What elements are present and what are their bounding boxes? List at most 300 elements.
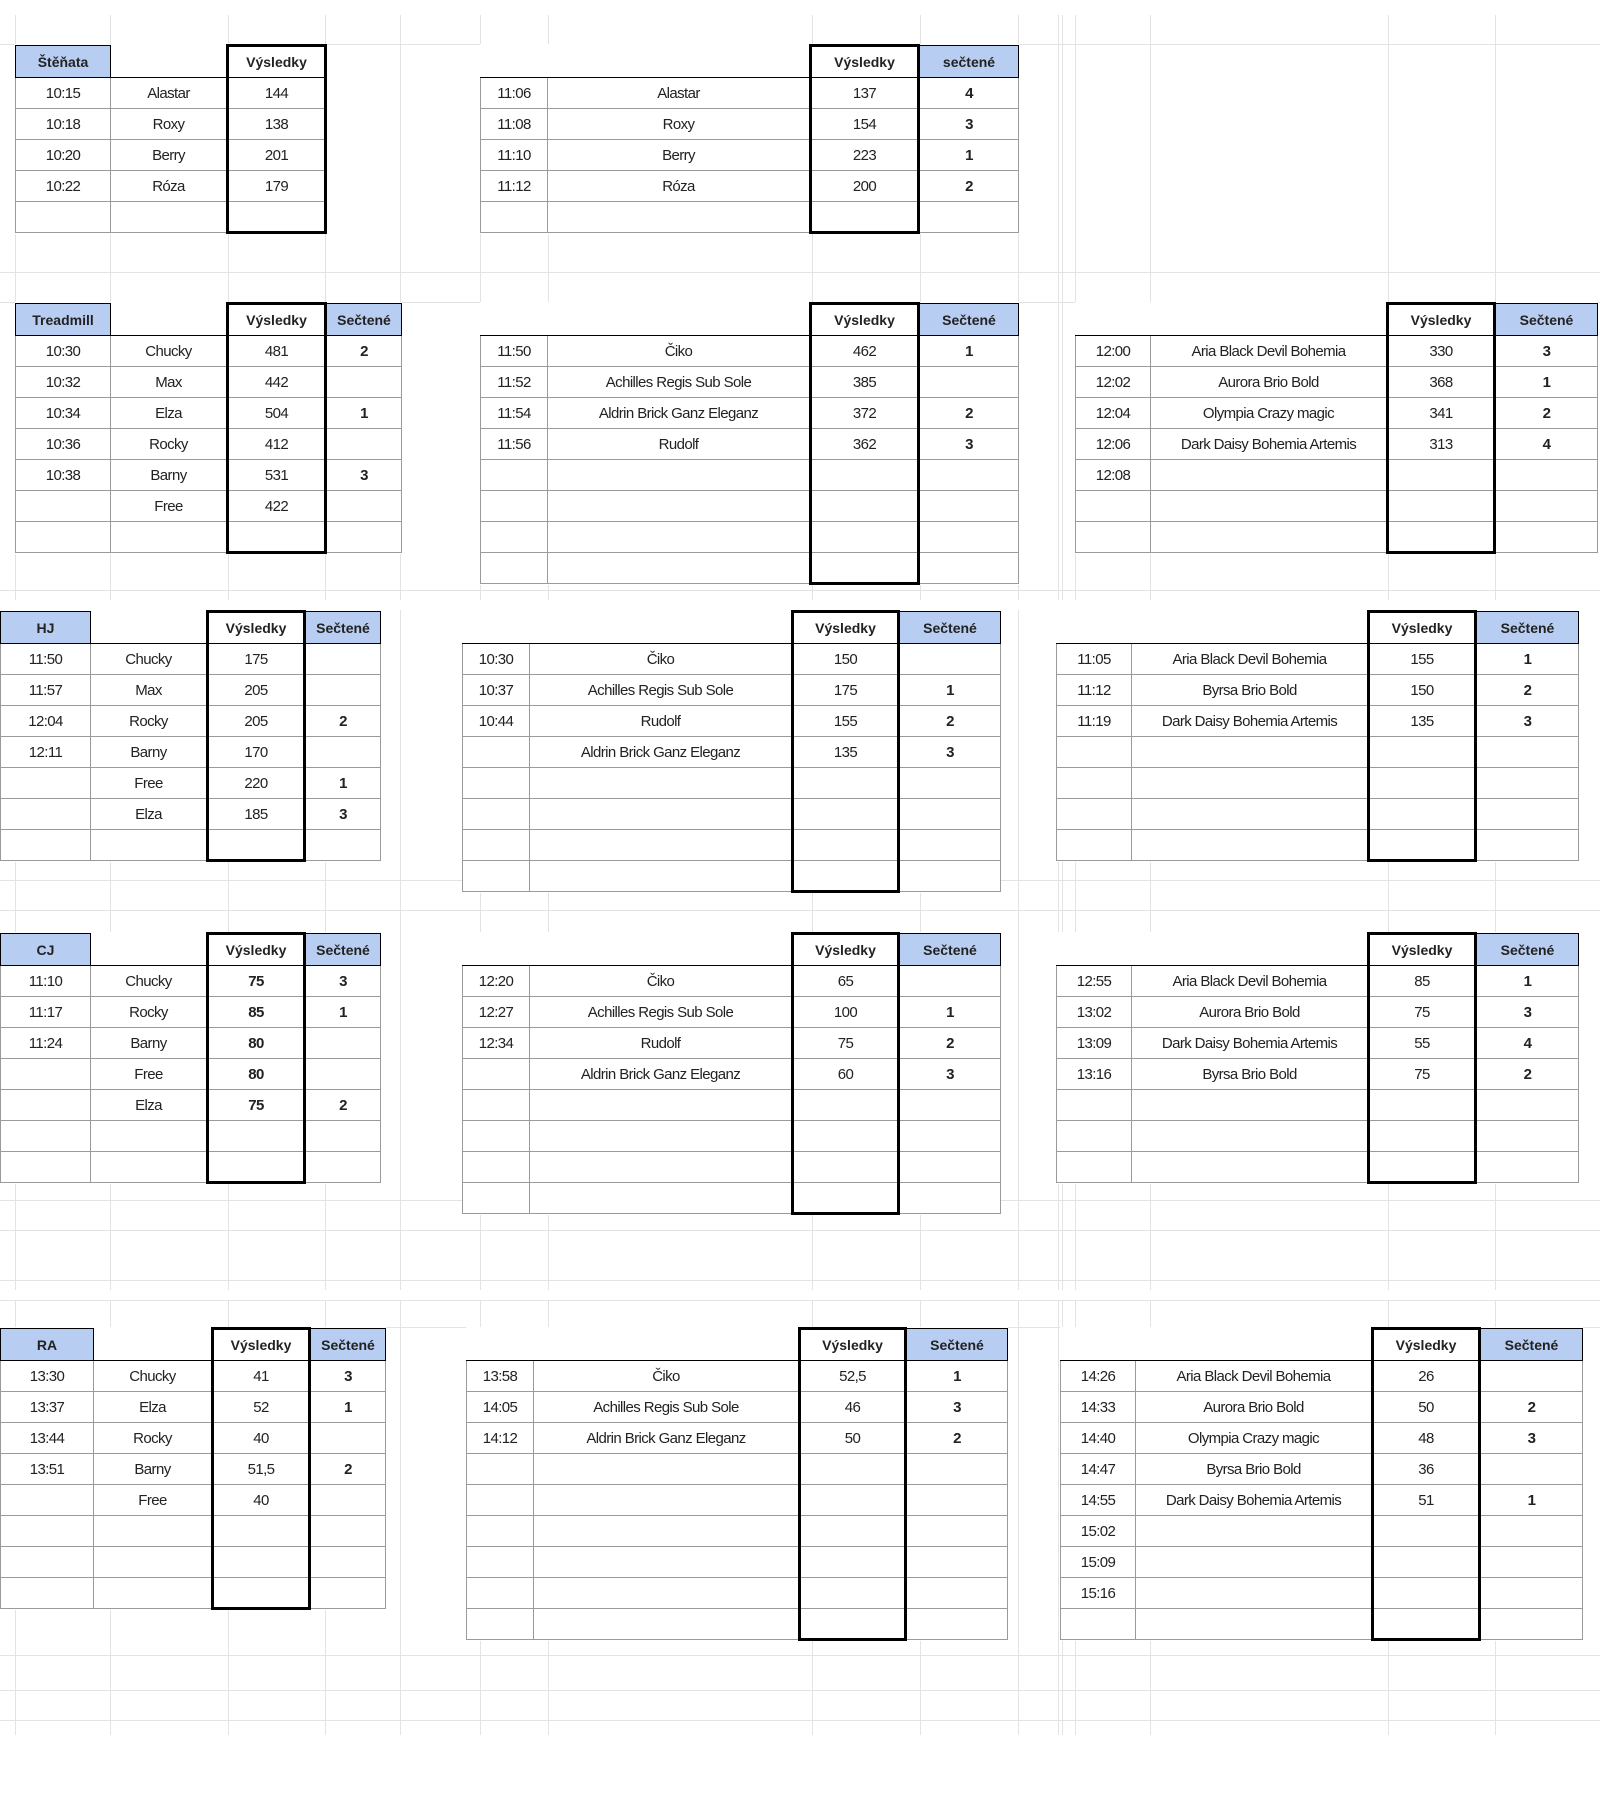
name-cell[interactable]: [94, 1516, 213, 1547]
time-cell[interactable]: 10:38: [16, 460, 111, 491]
result-cell[interactable]: [800, 1578, 906, 1609]
name-cell[interactable]: [548, 522, 811, 553]
rank-cell[interactable]: [1480, 1578, 1583, 1609]
rank-cell[interactable]: 2: [919, 398, 1019, 429]
name-cell[interactable]: [530, 1121, 793, 1152]
result-cell[interactable]: 150: [1369, 675, 1476, 706]
name-cell[interactable]: [1136, 1516, 1373, 1547]
name-cell[interactable]: Free: [94, 1485, 213, 1516]
time-cell[interactable]: [467, 1454, 534, 1485]
rank-cell[interactable]: [919, 553, 1019, 584]
rank-cell[interactable]: 1: [1495, 367, 1598, 398]
rank-cell[interactable]: 1: [919, 336, 1019, 367]
time-cell[interactable]: [1057, 1152, 1132, 1183]
result-cell[interactable]: [793, 1183, 899, 1214]
rank-cell[interactable]: [919, 460, 1019, 491]
name-cell[interactable]: Byrsa Brio Bold: [1132, 675, 1369, 706]
rank-cell[interactable]: [310, 1578, 386, 1609]
result-cell[interactable]: 385: [811, 367, 919, 398]
name-cell[interactable]: [530, 1090, 793, 1121]
result-cell[interactable]: [213, 1547, 310, 1578]
result-cell[interactable]: [1369, 1090, 1476, 1121]
time-cell[interactable]: 13:09: [1057, 1028, 1132, 1059]
result-cell[interactable]: [1388, 491, 1495, 522]
time-cell[interactable]: 11:17: [1, 997, 91, 1028]
rank-cell[interactable]: 2: [906, 1423, 1008, 1454]
name-cell[interactable]: Achilles Regis Sub Sole: [534, 1392, 800, 1423]
time-cell[interactable]: [1076, 522, 1151, 553]
result-cell[interactable]: 138: [228, 109, 326, 140]
rank-cell[interactable]: [899, 1152, 1001, 1183]
name-cell[interactable]: [111, 522, 228, 553]
rank-cell[interactable]: [906, 1485, 1008, 1516]
time-cell[interactable]: [1, 830, 91, 861]
name-cell[interactable]: [1132, 799, 1369, 830]
time-cell[interactable]: [16, 491, 111, 522]
name-cell[interactable]: Aria Black Devil Bohemia: [1151, 336, 1388, 367]
name-cell[interactable]: Rocky: [94, 1423, 213, 1454]
rank-cell[interactable]: [1480, 1547, 1583, 1578]
name-cell[interactable]: Čiko: [548, 336, 811, 367]
time-cell[interactable]: 12:06: [1076, 429, 1151, 460]
name-cell[interactable]: [548, 491, 811, 522]
rank-cell[interactable]: 2: [899, 706, 1001, 737]
name-cell[interactable]: [1132, 1152, 1369, 1183]
rank-cell[interactable]: [899, 799, 1001, 830]
name-cell[interactable]: [1136, 1609, 1373, 1640]
result-cell[interactable]: 41: [213, 1361, 310, 1392]
name-cell[interactable]: Rudolf: [530, 706, 793, 737]
rank-cell[interactable]: [899, 1183, 1001, 1214]
time-cell[interactable]: [1, 1121, 91, 1152]
time-cell[interactable]: [481, 202, 548, 233]
result-cell[interactable]: 80: [208, 1059, 305, 1090]
rank-cell[interactable]: 1: [310, 1392, 386, 1423]
time-cell[interactable]: 13:02: [1057, 997, 1132, 1028]
time-cell[interactable]: 11:56: [481, 429, 548, 460]
name-cell[interactable]: Rocky: [91, 706, 208, 737]
name-cell[interactable]: [548, 553, 811, 584]
name-cell[interactable]: Max: [111, 367, 228, 398]
result-cell[interactable]: 135: [793, 737, 899, 768]
result-cell[interactable]: [1369, 799, 1476, 830]
rank-cell[interactable]: [1480, 1454, 1583, 1485]
result-cell[interactable]: 155: [793, 706, 899, 737]
result-cell[interactable]: [1369, 830, 1476, 861]
result-cell[interactable]: 412: [228, 429, 326, 460]
result-cell[interactable]: [793, 1152, 899, 1183]
result-cell[interactable]: [793, 830, 899, 861]
name-cell[interactable]: [530, 1183, 793, 1214]
result-cell[interactable]: 26: [1373, 1361, 1480, 1392]
result-cell[interactable]: 341: [1388, 398, 1495, 429]
name-cell[interactable]: [530, 830, 793, 861]
rank-cell[interactable]: 3: [919, 109, 1019, 140]
result-cell[interactable]: 531: [228, 460, 326, 491]
rank-cell[interactable]: 3: [899, 737, 1001, 768]
time-cell[interactable]: 11:06: [481, 78, 548, 109]
time-cell[interactable]: [1, 768, 91, 799]
time-cell[interactable]: [463, 737, 530, 768]
rank-cell[interactable]: [899, 644, 1001, 675]
result-cell[interactable]: [793, 861, 899, 892]
name-cell[interactable]: Dark Daisy Bohemia Artemis: [1132, 1028, 1369, 1059]
time-cell[interactable]: 10:37: [463, 675, 530, 706]
name-cell[interactable]: [530, 768, 793, 799]
name-cell[interactable]: [1151, 522, 1388, 553]
result-cell[interactable]: 504: [228, 398, 326, 429]
rank-cell[interactable]: [305, 1028, 381, 1059]
result-cell[interactable]: 155: [1369, 644, 1476, 675]
time-cell[interactable]: 13:51: [1, 1454, 94, 1485]
rank-cell[interactable]: [305, 1121, 381, 1152]
time-cell[interactable]: [1, 1547, 94, 1578]
time-cell[interactable]: 10:36: [16, 429, 111, 460]
result-cell[interactable]: [811, 522, 919, 553]
rank-cell[interactable]: [310, 1485, 386, 1516]
name-cell[interactable]: [530, 799, 793, 830]
time-cell[interactable]: 11:08: [481, 109, 548, 140]
name-cell[interactable]: Elza: [94, 1392, 213, 1423]
rank-cell[interactable]: 3: [919, 429, 1019, 460]
result-cell[interactable]: 205: [208, 706, 305, 737]
time-cell[interactable]: [16, 522, 111, 553]
rank-cell[interactable]: [1495, 460, 1598, 491]
result-cell[interactable]: [228, 202, 326, 233]
name-cell[interactable]: Berry: [111, 140, 228, 171]
time-cell[interactable]: 12:08: [1076, 460, 1151, 491]
name-cell[interactable]: Chucky: [91, 966, 208, 997]
result-cell[interactable]: [1388, 460, 1495, 491]
rank-cell[interactable]: [305, 737, 381, 768]
name-cell[interactable]: Aurora Brio Bold: [1151, 367, 1388, 398]
name-cell[interactable]: Aria Black Devil Bohemia: [1132, 966, 1369, 997]
name-cell[interactable]: Achilles Regis Sub Sole: [530, 675, 793, 706]
result-cell[interactable]: 75: [1369, 1059, 1476, 1090]
name-cell[interactable]: Chucky: [94, 1361, 213, 1392]
result-cell[interactable]: 481: [228, 336, 326, 367]
rank-cell[interactable]: 2: [310, 1454, 386, 1485]
result-cell[interactable]: 200: [811, 171, 919, 202]
name-cell[interactable]: Olympia Crazy magic: [1151, 398, 1388, 429]
name-cell[interactable]: Barny: [111, 460, 228, 491]
rank-cell[interactable]: 3: [305, 799, 381, 830]
name-cell[interactable]: [534, 1547, 800, 1578]
name-cell[interactable]: Dark Daisy Bohemia Artemis: [1151, 429, 1388, 460]
name-cell[interactable]: Elza: [111, 398, 228, 429]
result-cell[interactable]: 175: [208, 644, 305, 675]
result-cell[interactable]: [793, 1121, 899, 1152]
result-cell[interactable]: [811, 202, 919, 233]
rank-cell[interactable]: 1: [1480, 1485, 1583, 1516]
result-cell[interactable]: 80: [208, 1028, 305, 1059]
name-cell[interactable]: Free: [91, 768, 208, 799]
rank-cell[interactable]: [305, 830, 381, 861]
time-cell[interactable]: 13:30: [1, 1361, 94, 1392]
time-cell[interactable]: [1, 1152, 91, 1183]
result-cell[interactable]: 85: [208, 997, 305, 1028]
rank-cell[interactable]: 2: [1476, 675, 1579, 706]
rank-cell[interactable]: [899, 966, 1001, 997]
time-cell[interactable]: 13:44: [1, 1423, 94, 1454]
name-cell[interactable]: [534, 1485, 800, 1516]
rank-cell[interactable]: [899, 1090, 1001, 1121]
time-cell[interactable]: [481, 491, 548, 522]
name-cell[interactable]: [111, 202, 228, 233]
result-cell[interactable]: [213, 1516, 310, 1547]
rank-cell[interactable]: [1476, 737, 1579, 768]
time-cell[interactable]: 14:40: [1061, 1423, 1136, 1454]
name-cell[interactable]: [1132, 737, 1369, 768]
time-cell[interactable]: [463, 799, 530, 830]
time-cell[interactable]: [463, 1090, 530, 1121]
rank-cell[interactable]: [310, 1516, 386, 1547]
rank-cell[interactable]: [1476, 1090, 1579, 1121]
name-cell[interactable]: Aldrin Brick Ganz Eleganz: [530, 1059, 793, 1090]
rank-cell[interactable]: [919, 522, 1019, 553]
rank-cell[interactable]: [305, 1059, 381, 1090]
rank-cell[interactable]: [310, 1547, 386, 1578]
name-cell[interactable]: [1151, 460, 1388, 491]
name-cell[interactable]: Čiko: [534, 1361, 800, 1392]
result-cell[interactable]: 362: [811, 429, 919, 460]
result-cell[interactable]: [1369, 768, 1476, 799]
name-cell[interactable]: [530, 861, 793, 892]
result-cell[interactable]: 75: [1369, 997, 1476, 1028]
result-cell[interactable]: 179: [228, 171, 326, 202]
result-cell[interactable]: 48: [1373, 1423, 1480, 1454]
time-cell[interactable]: 15:09: [1061, 1547, 1136, 1578]
rank-cell[interactable]: [1476, 830, 1579, 861]
result-cell[interactable]: [1369, 1121, 1476, 1152]
result-cell[interactable]: 313: [1388, 429, 1495, 460]
time-cell[interactable]: 14:26: [1061, 1361, 1136, 1392]
time-cell[interactable]: [1, 1090, 91, 1121]
name-cell[interactable]: Aria Black Devil Bohemia: [1136, 1361, 1373, 1392]
time-cell[interactable]: 14:12: [467, 1423, 534, 1454]
name-cell[interactable]: Dark Daisy Bohemia Artemis: [1136, 1485, 1373, 1516]
name-cell[interactable]: Olympia Crazy magic: [1136, 1423, 1373, 1454]
rank-cell[interactable]: 3: [1480, 1423, 1583, 1454]
rank-cell[interactable]: 2: [1476, 1059, 1579, 1090]
rank-cell[interactable]: 3: [305, 966, 381, 997]
result-cell[interactable]: 50: [1373, 1392, 1480, 1423]
rank-cell[interactable]: [919, 202, 1019, 233]
time-cell[interactable]: 10:32: [16, 367, 111, 398]
name-cell[interactable]: [1132, 1090, 1369, 1121]
result-cell[interactable]: [793, 768, 899, 799]
time-cell[interactable]: [1061, 1609, 1136, 1640]
result-cell[interactable]: 201: [228, 140, 326, 171]
name-cell[interactable]: Aldrin Brick Ganz Eleganz: [530, 737, 793, 768]
result-cell[interactable]: 52: [213, 1392, 310, 1423]
time-cell[interactable]: 10:22: [16, 171, 111, 202]
rank-cell[interactable]: [899, 1121, 1001, 1152]
rank-cell[interactable]: 3: [310, 1361, 386, 1392]
time-cell[interactable]: 12:04: [1076, 398, 1151, 429]
time-cell[interactable]: 11:50: [481, 336, 548, 367]
name-cell[interactable]: [94, 1578, 213, 1609]
rank-cell[interactable]: 1: [305, 768, 381, 799]
time-cell[interactable]: [1057, 1090, 1132, 1121]
rank-cell[interactable]: [899, 768, 1001, 799]
time-cell[interactable]: 14:55: [1061, 1485, 1136, 1516]
result-cell[interactable]: [811, 553, 919, 584]
name-cell[interactable]: [1136, 1547, 1373, 1578]
name-cell[interactable]: Berry: [548, 140, 811, 171]
time-cell[interactable]: [467, 1578, 534, 1609]
rank-cell[interactable]: 4: [1476, 1028, 1579, 1059]
name-cell[interactable]: Barny: [91, 1028, 208, 1059]
name-cell[interactable]: Dark Daisy Bohemia Artemis: [1132, 706, 1369, 737]
result-cell[interactable]: 75: [793, 1028, 899, 1059]
name-cell[interactable]: [91, 1121, 208, 1152]
time-cell[interactable]: [1, 1059, 91, 1090]
result-cell[interactable]: 368: [1388, 367, 1495, 398]
rank-cell[interactable]: [1476, 1152, 1579, 1183]
result-cell[interactable]: 137: [811, 78, 919, 109]
time-cell[interactable]: 12:00: [1076, 336, 1151, 367]
name-cell[interactable]: [534, 1516, 800, 1547]
time-cell[interactable]: [1057, 1121, 1132, 1152]
rank-cell[interactable]: 3: [1476, 706, 1579, 737]
name-cell[interactable]: [548, 202, 811, 233]
rank-cell[interactable]: [1476, 799, 1579, 830]
result-cell[interactable]: 51,5: [213, 1454, 310, 1485]
result-cell[interactable]: [811, 460, 919, 491]
rank-cell[interactable]: 3: [899, 1059, 1001, 1090]
result-cell[interactable]: 185: [208, 799, 305, 830]
result-cell[interactable]: 442: [228, 367, 326, 398]
time-cell[interactable]: 10:30: [463, 644, 530, 675]
rank-cell[interactable]: [899, 830, 1001, 861]
result-cell[interactable]: [1369, 1152, 1476, 1183]
name-cell[interactable]: Rudolf: [530, 1028, 793, 1059]
name-cell[interactable]: Achilles Regis Sub Sole: [530, 997, 793, 1028]
result-cell[interactable]: 175: [793, 675, 899, 706]
result-cell[interactable]: [1388, 522, 1495, 553]
rank-cell[interactable]: 3: [326, 460, 402, 491]
time-cell[interactable]: 13:58: [467, 1361, 534, 1392]
rank-cell[interactable]: 2: [1495, 398, 1598, 429]
name-cell[interactable]: Chucky: [111, 336, 228, 367]
name-cell[interactable]: Roxy: [111, 109, 228, 140]
time-cell[interactable]: 11:57: [1, 675, 91, 706]
rank-cell[interactable]: [906, 1578, 1008, 1609]
result-cell[interactable]: 220: [208, 768, 305, 799]
time-cell[interactable]: [1057, 768, 1132, 799]
time-cell[interactable]: 12:04: [1, 706, 91, 737]
time-cell[interactable]: 14:47: [1061, 1454, 1136, 1485]
rank-cell[interactable]: 1: [899, 997, 1001, 1028]
rank-cell[interactable]: 3: [1476, 997, 1579, 1028]
time-cell[interactable]: 10:44: [463, 706, 530, 737]
rank-cell[interactable]: [906, 1516, 1008, 1547]
result-cell[interactable]: 60: [793, 1059, 899, 1090]
rank-cell[interactable]: 2: [919, 171, 1019, 202]
result-cell[interactable]: [1373, 1609, 1480, 1640]
name-cell[interactable]: Alastar: [548, 78, 811, 109]
time-cell[interactable]: 12:27: [463, 997, 530, 1028]
result-cell[interactable]: [800, 1609, 906, 1640]
name-cell[interactable]: Barny: [94, 1454, 213, 1485]
result-cell[interactable]: [800, 1516, 906, 1547]
time-cell[interactable]: [467, 1485, 534, 1516]
result-cell[interactable]: 170: [208, 737, 305, 768]
rank-cell[interactable]: 2: [899, 1028, 1001, 1059]
name-cell[interactable]: [1151, 491, 1388, 522]
time-cell[interactable]: 15:16: [1061, 1578, 1136, 1609]
result-cell[interactable]: [208, 830, 305, 861]
time-cell[interactable]: 11:50: [1, 644, 91, 675]
time-cell[interactable]: 12:34: [463, 1028, 530, 1059]
rank-cell[interactable]: [305, 675, 381, 706]
rank-cell[interactable]: 2: [305, 706, 381, 737]
result-cell[interactable]: 75: [208, 966, 305, 997]
name-cell[interactable]: Max: [91, 675, 208, 706]
rank-cell[interactable]: [919, 491, 1019, 522]
rank-cell[interactable]: 1: [326, 398, 402, 429]
name-cell[interactable]: Free: [111, 491, 228, 522]
time-cell[interactable]: [1, 1578, 94, 1609]
rank-cell[interactable]: [305, 644, 381, 675]
name-cell[interactable]: [91, 1152, 208, 1183]
name-cell[interactable]: Aldrin Brick Ganz Eleganz: [548, 398, 811, 429]
rank-cell[interactable]: 1: [919, 140, 1019, 171]
name-cell[interactable]: [1132, 768, 1369, 799]
rank-cell[interactable]: 1: [906, 1361, 1008, 1392]
result-cell[interactable]: 144: [228, 78, 326, 109]
result-cell[interactable]: [1369, 737, 1476, 768]
time-cell[interactable]: [1, 799, 91, 830]
name-cell[interactable]: Chucky: [91, 644, 208, 675]
time-cell[interactable]: 11:54: [481, 398, 548, 429]
result-cell[interactable]: 223: [811, 140, 919, 171]
rank-cell[interactable]: [906, 1454, 1008, 1485]
name-cell[interactable]: [534, 1578, 800, 1609]
rank-cell[interactable]: 2: [1480, 1392, 1583, 1423]
time-cell[interactable]: [463, 1059, 530, 1090]
result-cell[interactable]: [208, 1152, 305, 1183]
time-cell[interactable]: [481, 553, 548, 584]
result-cell[interactable]: [1373, 1516, 1480, 1547]
time-cell[interactable]: 10:18: [16, 109, 111, 140]
time-cell[interactable]: 11:12: [481, 171, 548, 202]
rank-cell[interactable]: [305, 1152, 381, 1183]
rank-cell[interactable]: 1: [899, 675, 1001, 706]
time-cell[interactable]: 11:19: [1057, 706, 1132, 737]
time-cell[interactable]: [463, 861, 530, 892]
name-cell[interactable]: Aurora Brio Bold: [1132, 997, 1369, 1028]
name-cell[interactable]: Roxy: [548, 109, 811, 140]
rank-cell[interactable]: [1495, 522, 1598, 553]
rank-cell[interactable]: [326, 491, 402, 522]
time-cell[interactable]: 13:16: [1057, 1059, 1132, 1090]
name-cell[interactable]: [1132, 1121, 1369, 1152]
time-cell[interactable]: 10:15: [16, 78, 111, 109]
rank-cell[interactable]: 1: [1476, 966, 1579, 997]
result-cell[interactable]: 154: [811, 109, 919, 140]
time-cell[interactable]: 11:52: [481, 367, 548, 398]
result-cell[interactable]: [793, 1090, 899, 1121]
name-cell[interactable]: [91, 830, 208, 861]
rank-cell[interactable]: 4: [1495, 429, 1598, 460]
time-cell[interactable]: [467, 1609, 534, 1640]
name-cell[interactable]: Barny: [91, 737, 208, 768]
rank-cell[interactable]: [1480, 1609, 1583, 1640]
time-cell[interactable]: 11:05: [1057, 644, 1132, 675]
rank-cell[interactable]: [1480, 1361, 1583, 1392]
